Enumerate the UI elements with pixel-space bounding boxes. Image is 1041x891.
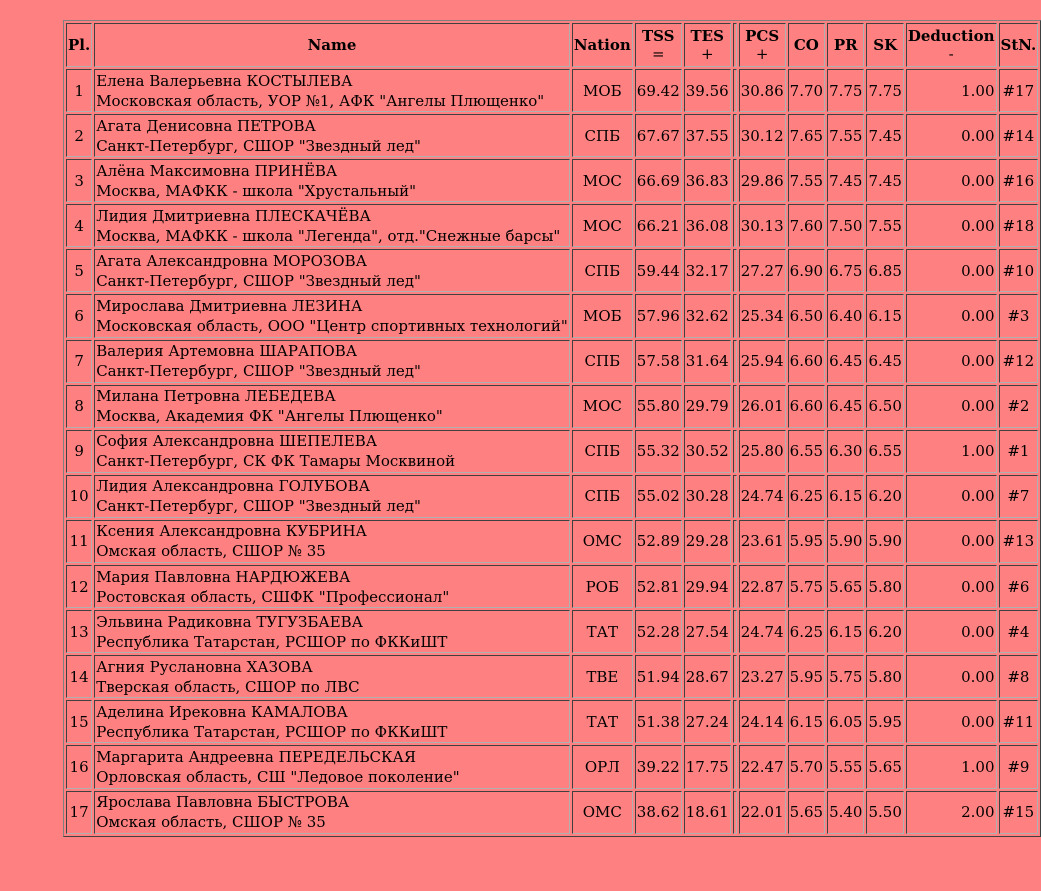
pr-cell: 7.75 <box>827 69 864 112</box>
tss-cell: 52.89 <box>635 520 682 563</box>
deduction-cell: 1.00 <box>906 430 997 473</box>
deduction-cell: 0.00 <box>906 610 997 653</box>
table-row <box>66 294 1038 337</box>
skater-cell <box>94 294 570 337</box>
skater-club: Орловская область, СШ "Ледовое поколение" <box>96 767 460 786</box>
co-cell: 5.95 <box>788 520 825 563</box>
header-deduction <box>906 23 997 67</box>
nation-cell: СПБ <box>572 249 633 292</box>
co-cell: 6.90 <box>788 249 825 292</box>
tes-cell: 37.55 <box>684 114 731 157</box>
place-cell: 17 <box>66 791 92 834</box>
table-row <box>66 114 1038 157</box>
header-tss-label: TSS <box>642 27 675 45</box>
stn-cell: #14 <box>999 114 1039 157</box>
skater-cell <box>94 475 570 518</box>
pr-cell: 5.55 <box>827 745 864 788</box>
deduction-cell: 0.00 <box>906 700 997 743</box>
pcs-cell: 27.27 <box>739 249 786 292</box>
gap-cell <box>733 159 737 202</box>
skater-name: Лидия Дмитриевна ПЛЕСКАЧЁВА <box>96 206 371 225</box>
nation-cell: ТВЕ <box>572 655 633 698</box>
tes-cell: 27.24 <box>684 700 731 743</box>
pcs-cell: 22.01 <box>739 791 786 834</box>
tes-cell: 29.79 <box>684 385 731 428</box>
stn-cell: #4 <box>999 610 1039 653</box>
deduction-cell: 1.00 <box>906 745 997 788</box>
co-cell: 7.65 <box>788 114 825 157</box>
tes-cell: 27.54 <box>684 610 731 653</box>
deduction-cell: 0.00 <box>906 520 997 563</box>
nation-cell: МОС <box>572 204 633 247</box>
skater-club: Санкт-Петербург, СК ФК Тамары Москвиной <box>96 452 456 471</box>
gap-cell <box>733 294 737 337</box>
stn-cell: #12 <box>999 340 1039 383</box>
header-tss <box>635 23 682 67</box>
gap-cell <box>733 475 737 518</box>
table-row <box>66 385 1038 428</box>
tss-cell: 51.38 <box>635 700 682 743</box>
stn-cell: #8 <box>999 655 1039 698</box>
tss-cell: 66.69 <box>635 159 682 202</box>
sk-cell: 5.50 <box>866 791 903 834</box>
header-pcs-sign: + <box>755 45 769 63</box>
gap-cell <box>733 520 737 563</box>
table-row <box>66 475 1038 518</box>
gap-cell <box>733 565 737 608</box>
pcs-cell: 29.86 <box>739 159 786 202</box>
skater-club: Ростовская область, СШФК "Профессионал" <box>96 587 450 606</box>
tss-cell: 55.80 <box>635 385 682 428</box>
place-cell: 7 <box>66 340 92 383</box>
skater-cell <box>94 520 570 563</box>
skater-name: Ксения Александровна КУБРИНА <box>96 522 367 541</box>
tes-cell: 18.61 <box>684 791 731 834</box>
sk-cell: 5.65 <box>866 745 903 788</box>
skater-name: Агата Александровна МОРОЗОВА <box>96 251 367 270</box>
place-cell: 3 <box>66 159 92 202</box>
place-cell: 5 <box>66 249 92 292</box>
header-pr: PR <box>827 23 864 67</box>
skater-name: Агата Денисовна ПЕТРОВА <box>96 116 316 135</box>
tss-cell: 57.58 <box>635 340 682 383</box>
gap-cell <box>733 430 737 473</box>
place-cell: 6 <box>66 294 92 337</box>
table-row <box>66 700 1038 743</box>
skater-name: Аделина Ирековна КАМАЛОВА <box>96 702 348 721</box>
header-place: Pl. <box>66 23 92 67</box>
nation-cell: МОБ <box>572 294 633 337</box>
tes-cell: 29.28 <box>684 520 731 563</box>
tss-cell: 55.02 <box>635 475 682 518</box>
place-cell: 10 <box>66 475 92 518</box>
pcs-cell: 22.87 <box>739 565 786 608</box>
skater-club: Санкт-Петербург, СШОР "Звездный лед" <box>96 271 421 290</box>
header-deduction-label: Deduction <box>907 27 995 45</box>
skater-club: Санкт-Петербург, СШОР "Звездный лед" <box>96 362 421 381</box>
tes-cell: 30.52 <box>684 430 731 473</box>
skater-name: Лидия Александровна ГОЛУБОВА <box>96 477 370 496</box>
header-tes <box>684 23 731 67</box>
sk-cell: 6.15 <box>866 294 903 337</box>
pcs-cell: 24.74 <box>739 475 786 518</box>
skater-cell <box>94 249 570 292</box>
tss-cell: 39.22 <box>635 745 682 788</box>
place-cell: 11 <box>66 520 92 563</box>
skater-name: Алёна Максимовна ПРИНЁВА <box>96 161 338 180</box>
pr-cell: 6.75 <box>827 249 864 292</box>
skater-name: Милана Петровна ЛЕБЕДЕВА <box>96 387 336 406</box>
skater-name: Елена Валерьевна КОСТЫЛЕВА <box>96 71 353 90</box>
tes-cell: 39.56 <box>684 69 731 112</box>
sk-cell: 5.80 <box>866 655 903 698</box>
tes-cell: 30.28 <box>684 475 731 518</box>
gap-cell <box>733 745 737 788</box>
header-pcs <box>739 23 786 67</box>
nation-cell: МОС <box>572 159 633 202</box>
table-row <box>66 430 1038 473</box>
sk-cell: 5.90 <box>866 520 903 563</box>
pcs-cell: 24.74 <box>739 610 786 653</box>
place-cell: 9 <box>66 430 92 473</box>
sk-cell: 6.20 <box>866 610 903 653</box>
nation-cell: СПБ <box>572 114 633 157</box>
nation-cell: ОМС <box>572 791 633 834</box>
pr-cell: 5.90 <box>827 520 864 563</box>
header-pcs-label: PCS <box>745 27 780 45</box>
stn-cell: #18 <box>999 204 1039 247</box>
co-cell: 5.65 <box>788 791 825 834</box>
co-cell: 5.70 <box>788 745 825 788</box>
stn-cell: #6 <box>999 565 1039 608</box>
skater-club: Омская область, СШОР № 35 <box>96 542 326 561</box>
header-tes-label: TES <box>690 27 724 45</box>
stn-cell: #10 <box>999 249 1039 292</box>
pr-cell: 6.15 <box>827 610 864 653</box>
gap-cell <box>733 610 737 653</box>
stn-cell: #15 <box>999 791 1039 834</box>
pr-cell: 5.75 <box>827 655 864 698</box>
pcs-cell: 30.12 <box>739 114 786 157</box>
place-cell: 15 <box>66 700 92 743</box>
header-tes-sign: + <box>700 45 714 63</box>
table-row <box>66 249 1038 292</box>
pr-cell: 6.05 <box>827 700 864 743</box>
skater-cell <box>94 791 570 834</box>
skater-name: София Александровна ШЕПЕЛЕВА <box>96 432 378 451</box>
tss-cell: 67.67 <box>635 114 682 157</box>
skater-cell <box>94 610 570 653</box>
table-row <box>66 340 1038 383</box>
pr-cell: 7.45 <box>827 159 864 202</box>
tes-cell: 36.83 <box>684 159 731 202</box>
tes-cell: 36.08 <box>684 204 731 247</box>
pcs-cell: 25.94 <box>739 340 786 383</box>
nation-cell: ТАТ <box>572 610 633 653</box>
table-row <box>66 745 1038 788</box>
pcs-cell: 25.80 <box>739 430 786 473</box>
co-cell: 5.95 <box>788 655 825 698</box>
nation-cell: ТАТ <box>572 700 633 743</box>
header-deduction-sign: - <box>948 45 954 63</box>
co-cell: 6.60 <box>788 340 825 383</box>
skater-name: Эльвина Радиковна ТУГУЗБАЕВА <box>96 612 364 631</box>
table-row <box>66 610 1038 653</box>
pr-cell: 6.45 <box>827 340 864 383</box>
co-cell: 6.25 <box>788 475 825 518</box>
skater-name: Ярослава Павловна БЫСТРОВА <box>96 793 350 812</box>
results-body <box>66 69 1038 834</box>
stn-cell: #2 <box>999 385 1039 428</box>
tss-cell: 55.32 <box>635 430 682 473</box>
co-cell: 5.75 <box>788 565 825 608</box>
stn-cell: #9 <box>999 745 1039 788</box>
stn-cell: #17 <box>999 69 1039 112</box>
skater-cell <box>94 159 570 202</box>
skater-club: Московская область, ООО "Центр спортивных технологий" <box>96 317 568 336</box>
skater-name: Маргарита Андреевна ПЕРЕДЕЛЬСКАЯ <box>96 747 417 766</box>
gap-cell <box>733 340 737 383</box>
co-cell: 7.60 <box>788 204 825 247</box>
sk-cell: 7.75 <box>866 69 903 112</box>
place-cell: 4 <box>66 204 92 247</box>
pr-cell: 6.45 <box>827 385 864 428</box>
tes-cell: 29.94 <box>684 565 731 608</box>
skater-name: Мария Павловна НАРДЮЖЕВА <box>96 567 351 586</box>
tss-cell: 66.21 <box>635 204 682 247</box>
pr-cell: 6.40 <box>827 294 864 337</box>
deduction-cell: 0.00 <box>906 565 997 608</box>
nation-cell: ОРЛ <box>572 745 633 788</box>
gap-cell <box>733 69 737 112</box>
tes-cell: 32.62 <box>684 294 731 337</box>
sk-cell: 6.45 <box>866 340 903 383</box>
gap-cell <box>733 114 737 157</box>
nation-cell: РОБ <box>572 565 633 608</box>
deduction-cell: 0.00 <box>906 249 997 292</box>
nation-cell: ОМС <box>572 520 633 563</box>
skater-cell <box>94 700 570 743</box>
header-name: Name <box>94 23 570 67</box>
gap-cell <box>733 204 737 247</box>
header-nation: Nation <box>572 23 633 67</box>
skater-club: Республика Татарстан, РСШОР по ФККиШТ <box>96 722 448 741</box>
sk-cell: 6.55 <box>866 430 903 473</box>
header-stn: StN. <box>999 23 1039 67</box>
pr-cell: 5.40 <box>827 791 864 834</box>
co-cell: 6.50 <box>788 294 825 337</box>
place-cell: 12 <box>66 565 92 608</box>
sk-cell: 6.20 <box>866 475 903 518</box>
skater-cell <box>94 114 570 157</box>
header-gap <box>733 23 737 67</box>
sk-cell: 5.95 <box>866 700 903 743</box>
skater-name: Агния Руслановна ХАЗОВА <box>96 657 313 676</box>
pr-cell: 7.50 <box>827 204 864 247</box>
skater-cell <box>94 430 570 473</box>
skater-name: Валерия Артемовна ШАРАПОВА <box>96 342 358 361</box>
stn-cell: #16 <box>999 159 1039 202</box>
co-cell: 6.55 <box>788 430 825 473</box>
table-row <box>66 655 1038 698</box>
place-cell: 13 <box>66 610 92 653</box>
table-row <box>66 69 1038 112</box>
sk-cell: 7.55 <box>866 204 903 247</box>
skater-club: Москва, МАФКК - школа "Хрустальный" <box>96 181 417 200</box>
tss-cell: 51.94 <box>635 655 682 698</box>
sk-cell: 5.80 <box>866 565 903 608</box>
skater-cell <box>94 745 570 788</box>
pcs-cell: 25.34 <box>739 294 786 337</box>
skater-cell <box>94 655 570 698</box>
header-sk: SK <box>866 23 903 67</box>
tss-cell: 69.42 <box>635 69 682 112</box>
place-cell: 16 <box>66 745 92 788</box>
co-cell: 7.70 <box>788 69 825 112</box>
skater-cell <box>94 340 570 383</box>
nation-cell: МОС <box>572 385 633 428</box>
deduction-cell: 1.00 <box>906 69 997 112</box>
deduction-cell: 2.00 <box>906 791 997 834</box>
skater-club: Москва, Академия ФК "Ангелы Плющенко" <box>96 407 443 426</box>
deduction-cell: 0.00 <box>906 294 997 337</box>
deduction-cell: 0.00 <box>906 385 997 428</box>
stn-cell: #13 <box>999 520 1039 563</box>
gap-cell <box>733 655 737 698</box>
pcs-cell: 22.47 <box>739 745 786 788</box>
pr-cell: 7.55 <box>827 114 864 157</box>
co-cell: 6.25 <box>788 610 825 653</box>
pr-cell: 6.30 <box>827 430 864 473</box>
deduction-cell: 0.00 <box>906 340 997 383</box>
pcs-cell: 30.86 <box>739 69 786 112</box>
table-row <box>66 159 1038 202</box>
nation-cell: СПБ <box>572 340 633 383</box>
stn-cell: #11 <box>999 700 1039 743</box>
tes-cell: 32.17 <box>684 249 731 292</box>
co-cell: 6.15 <box>788 700 825 743</box>
deduction-cell: 0.00 <box>906 204 997 247</box>
results-table <box>63 20 1041 837</box>
pr-cell: 6.15 <box>827 475 864 518</box>
table-row <box>66 204 1038 247</box>
place-cell: 1 <box>66 69 92 112</box>
tss-cell: 52.28 <box>635 610 682 653</box>
skater-club: Московская область, УОР №1, АФК "Ангелы Плющенко" <box>96 91 545 110</box>
tss-cell: 57.96 <box>635 294 682 337</box>
place-cell: 14 <box>66 655 92 698</box>
deduction-cell: 0.00 <box>906 475 997 518</box>
skater-club: Омская область, СШОР № 35 <box>96 813 326 832</box>
skater-club: Санкт-Петербург, СШОР "Звездный лед" <box>96 136 421 155</box>
sk-cell: 7.45 <box>866 159 903 202</box>
gap-cell <box>733 700 737 743</box>
nation-cell: СПБ <box>572 475 633 518</box>
skater-cell <box>94 69 570 112</box>
skater-cell <box>94 204 570 247</box>
gap-cell <box>733 385 737 428</box>
nation-cell: МОБ <box>572 69 633 112</box>
deduction-cell: 0.00 <box>906 114 997 157</box>
stn-cell: #7 <box>999 475 1039 518</box>
header-co: CO <box>788 23 825 67</box>
skater-club: Москва, МАФКК - школа "Легенда", отд."Снежные барсы" <box>96 226 561 245</box>
stn-cell: #3 <box>999 294 1039 337</box>
header-row <box>66 23 1038 67</box>
tes-cell: 28.67 <box>684 655 731 698</box>
place-cell: 8 <box>66 385 92 428</box>
skater-cell <box>94 565 570 608</box>
nation-cell: СПБ <box>572 430 633 473</box>
sk-cell: 7.45 <box>866 114 903 157</box>
tss-cell: 38.62 <box>635 791 682 834</box>
table-row <box>66 520 1038 563</box>
gap-cell <box>733 249 737 292</box>
pcs-cell: 24.14 <box>739 700 786 743</box>
table-row <box>66 791 1038 834</box>
skater-cell <box>94 385 570 428</box>
pcs-cell: 26.01 <box>739 385 786 428</box>
sk-cell: 6.85 <box>866 249 903 292</box>
co-cell: 6.60 <box>788 385 825 428</box>
skater-name: Мирослава Дмитриевна ЛЕЗИНА <box>96 297 363 316</box>
pcs-cell: 23.27 <box>739 655 786 698</box>
pcs-cell: 23.61 <box>739 520 786 563</box>
tes-cell: 17.75 <box>684 745 731 788</box>
deduction-cell: 0.00 <box>906 655 997 698</box>
gap-cell <box>733 791 737 834</box>
pcs-cell: 30.13 <box>739 204 786 247</box>
table-row <box>66 565 1038 608</box>
tss-cell: 59.44 <box>635 249 682 292</box>
tss-cell: 52.81 <box>635 565 682 608</box>
tes-cell: 31.64 <box>684 340 731 383</box>
skater-club: Республика Татарстан, РСШОР по ФККиШТ <box>96 632 448 651</box>
place-cell: 2 <box>66 114 92 157</box>
pr-cell: 5.65 <box>827 565 864 608</box>
stn-cell: #1 <box>999 430 1039 473</box>
skater-club: Тверская область, СШОР по ЛВС <box>96 677 360 696</box>
deduction-cell: 0.00 <box>906 159 997 202</box>
co-cell: 7.55 <box>788 159 825 202</box>
header-tss-sign: = <box>651 45 665 63</box>
sk-cell: 6.50 <box>866 385 903 428</box>
skater-club: Санкт-Петербург, СШОР "Звездный лед" <box>96 497 421 516</box>
